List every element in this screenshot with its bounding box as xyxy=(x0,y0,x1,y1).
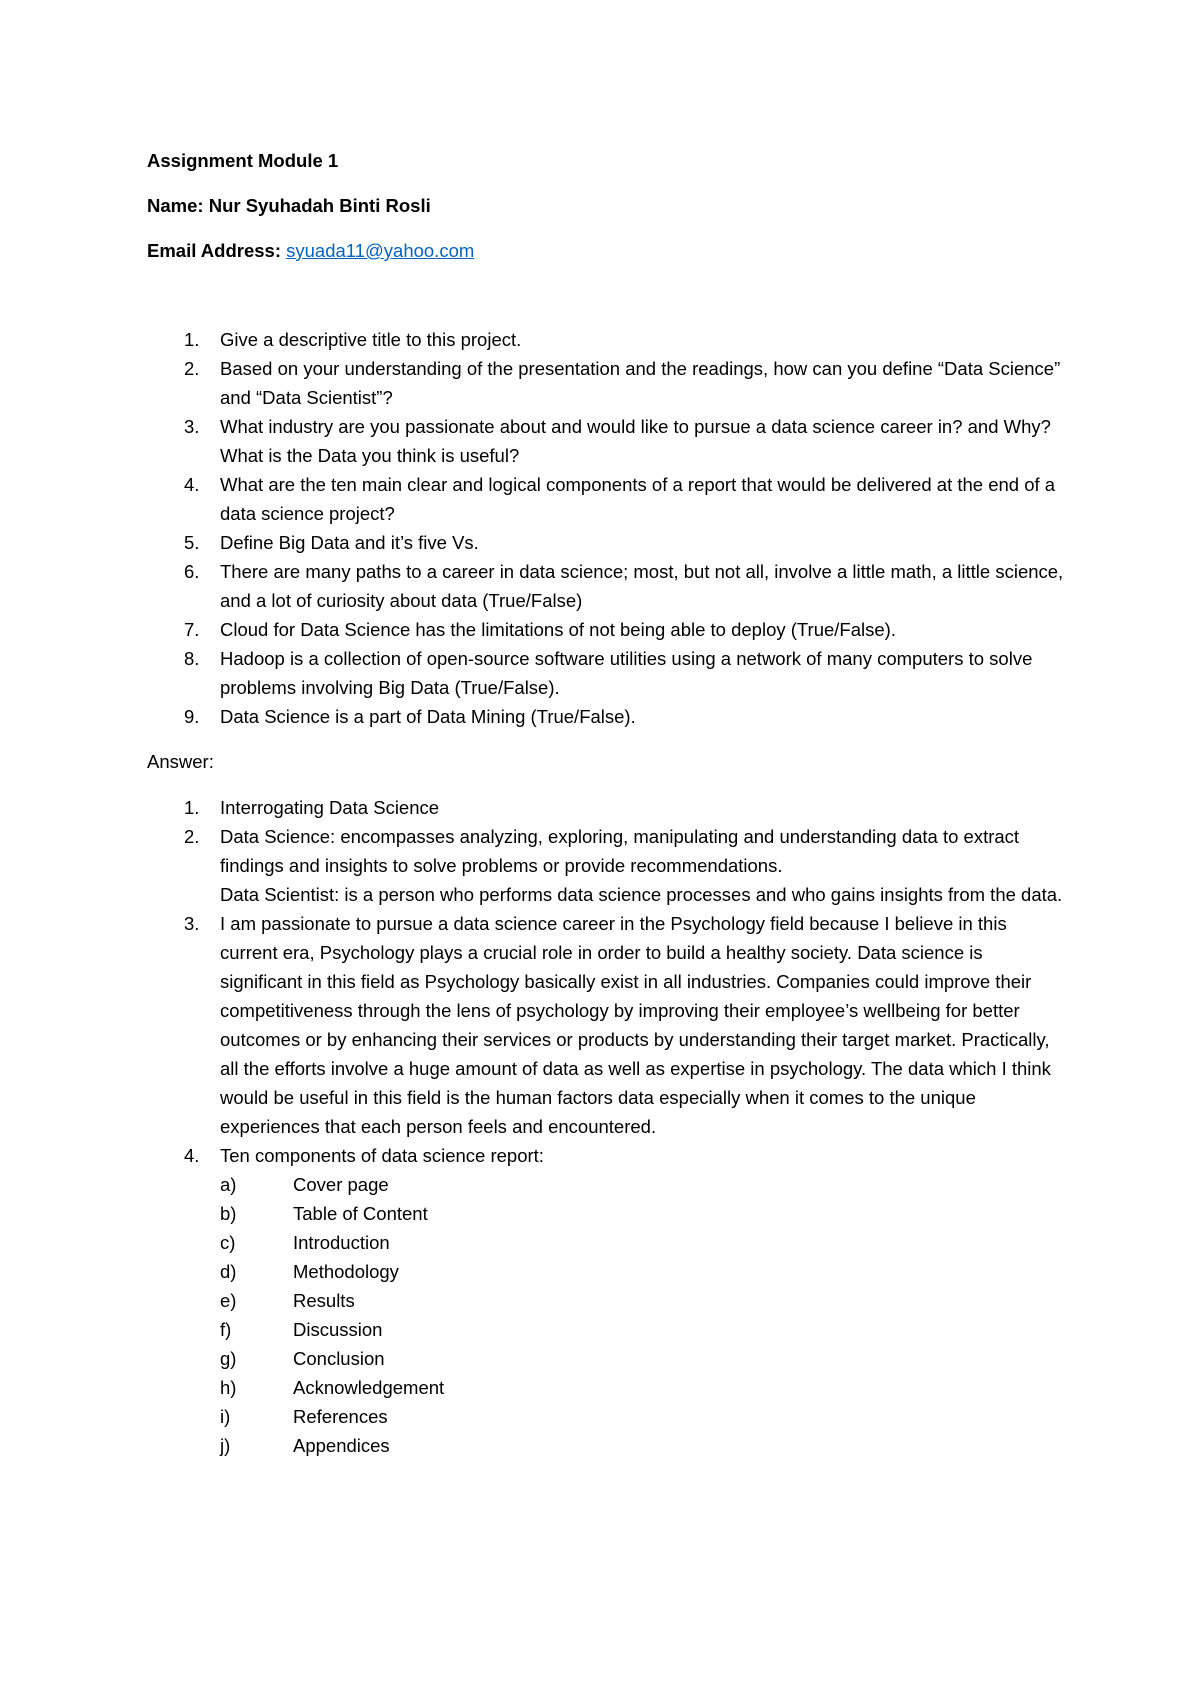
component-item xyxy=(220,1199,1067,1228)
answer-number: 2. xyxy=(184,826,200,847)
question-text: Based on your understanding of the presentation and the readings, how can you define “Data Science” and “Data Scientist”? xyxy=(220,358,1061,408)
question-text: Data Science is a part of Data Mining (True/False). xyxy=(220,706,636,727)
question-text: What industry are you passionate about and would like to pursue a data science career in? and Why? What is the Data you think is useful? xyxy=(220,416,1051,466)
question-number: 8. xyxy=(184,648,200,669)
email-label: Email Address: xyxy=(147,240,281,261)
answer-text: Interrogating Data Science xyxy=(220,797,440,818)
components-list xyxy=(220,1170,1067,1460)
component-text: Cover page xyxy=(293,1174,389,1195)
question-number: 9. xyxy=(184,706,200,727)
answer-item xyxy=(147,793,1067,822)
name-value: Nur Syuhadah Binti Rosli xyxy=(208,195,431,216)
component-text: References xyxy=(293,1406,388,1427)
component-item xyxy=(220,1431,1067,1460)
component-letter: a) xyxy=(220,1174,237,1195)
definition-data-scientist: Data Scientist: is a person who performs data science processes and who gains insights from the data. xyxy=(220,884,1063,905)
question-number: 5. xyxy=(184,532,200,553)
question-item xyxy=(147,354,1067,412)
component-text: Methodology xyxy=(293,1261,399,1282)
question-text: Hadoop is a collection of open-source software utilities using a network of many computers to solve problems involving Big Data (True/False). xyxy=(220,648,1033,698)
question-text: Define Big Data and it’s five Vs. xyxy=(220,532,479,553)
component-item xyxy=(220,1170,1067,1199)
question-number: 2. xyxy=(184,358,200,379)
component-item xyxy=(220,1257,1067,1286)
question-number: 1. xyxy=(184,329,200,350)
answer-text: I am passionate to pursue a data science career in the Psychology field because I believe in this current era, Psychology plays a crucial role in order to build a healthy society. Data science is significant in this field as Psychology basically exist in all industries. Companies could improve their competitiveness through the lens of psychology by improving their employee’s wellbeing for better outcomes or by enhancing their services or products by understanding their target market. Practically, all the efforts involve a huge amount of data as well as expertise in psychology. The data which I think would be useful in this field is the human factors data especially when it comes to the unique experiences that each person feels and encountered. xyxy=(220,913,1051,1137)
answer-number: 3. xyxy=(184,913,200,934)
component-item xyxy=(220,1228,1067,1257)
component-letter: h) xyxy=(220,1377,237,1398)
component-letter: e) xyxy=(220,1290,237,1311)
answer-heading: Answer: xyxy=(147,751,214,772)
question-item xyxy=(147,702,1067,731)
answer-item xyxy=(147,822,1067,909)
question-item xyxy=(147,644,1067,702)
component-letter: d) xyxy=(220,1261,237,1282)
component-text: Introduction xyxy=(293,1232,390,1253)
answer-number: 1. xyxy=(184,797,200,818)
component-text: Acknowledgement xyxy=(293,1377,445,1398)
component-item xyxy=(220,1373,1067,1402)
answer-list xyxy=(147,793,1067,1460)
component-text: Table of Content xyxy=(293,1203,428,1224)
name-line xyxy=(147,191,1067,220)
answer-item xyxy=(147,909,1067,1141)
component-text: Discussion xyxy=(293,1319,383,1340)
spacer xyxy=(147,281,1067,325)
answer-item xyxy=(147,1141,1067,1460)
component-letter: j) xyxy=(220,1435,231,1456)
component-item xyxy=(220,1402,1067,1431)
question-item xyxy=(147,412,1067,470)
component-letter: f) xyxy=(220,1319,232,1340)
question-text: What are the ten main clear and logical components of a report that would be delivered at the end of a data science project? xyxy=(220,474,1056,524)
component-letter: b) xyxy=(220,1203,237,1224)
question-item xyxy=(147,325,1067,354)
component-text: Appendices xyxy=(293,1435,390,1456)
question-item xyxy=(147,557,1067,615)
question-number: 3. xyxy=(184,416,200,437)
email-line xyxy=(147,236,1067,265)
answer-text xyxy=(220,1141,1067,1460)
name-label: Name: xyxy=(147,195,204,216)
question-item xyxy=(147,470,1067,528)
question-text: Cloud for Data Science has the limitations of not being able to deploy (True/False). xyxy=(220,619,896,640)
document-content xyxy=(147,146,1067,1460)
question-number: 7. xyxy=(184,619,200,640)
question-item xyxy=(147,528,1067,557)
question-number: 4. xyxy=(184,474,200,495)
question-list xyxy=(147,325,1067,731)
component-item xyxy=(220,1315,1067,1344)
answer-number: 4. xyxy=(184,1145,200,1166)
components-intro: Ten components of data science report: xyxy=(220,1145,544,1166)
component-text: Results xyxy=(293,1290,355,1311)
component-letter: c) xyxy=(220,1232,236,1253)
question-item xyxy=(147,615,1067,644)
question-text: Give a descriptive title to this project. xyxy=(220,329,522,350)
answer-text xyxy=(220,822,1067,909)
email-link[interactable]: syuada11@yahoo.com xyxy=(286,240,475,261)
component-text: Conclusion xyxy=(293,1348,385,1369)
assignment-title: Assignment Module 1 xyxy=(147,150,339,171)
question-text: There are many paths to a career in data science; most, but not all, involve a little math, a little science, and a lot of curiosity about data (True/False) xyxy=(220,561,1064,611)
definition-data-science: Data Science: encompasses analyzing, exploring, manipulating and understanding data to extract findings and insights to solve problems or provide recommendations. xyxy=(220,826,1020,876)
question-number: 6. xyxy=(184,561,200,582)
component-letter: i) xyxy=(220,1406,231,1427)
component-letter: g) xyxy=(220,1348,237,1369)
component-item xyxy=(220,1344,1067,1373)
component-item xyxy=(220,1286,1067,1315)
